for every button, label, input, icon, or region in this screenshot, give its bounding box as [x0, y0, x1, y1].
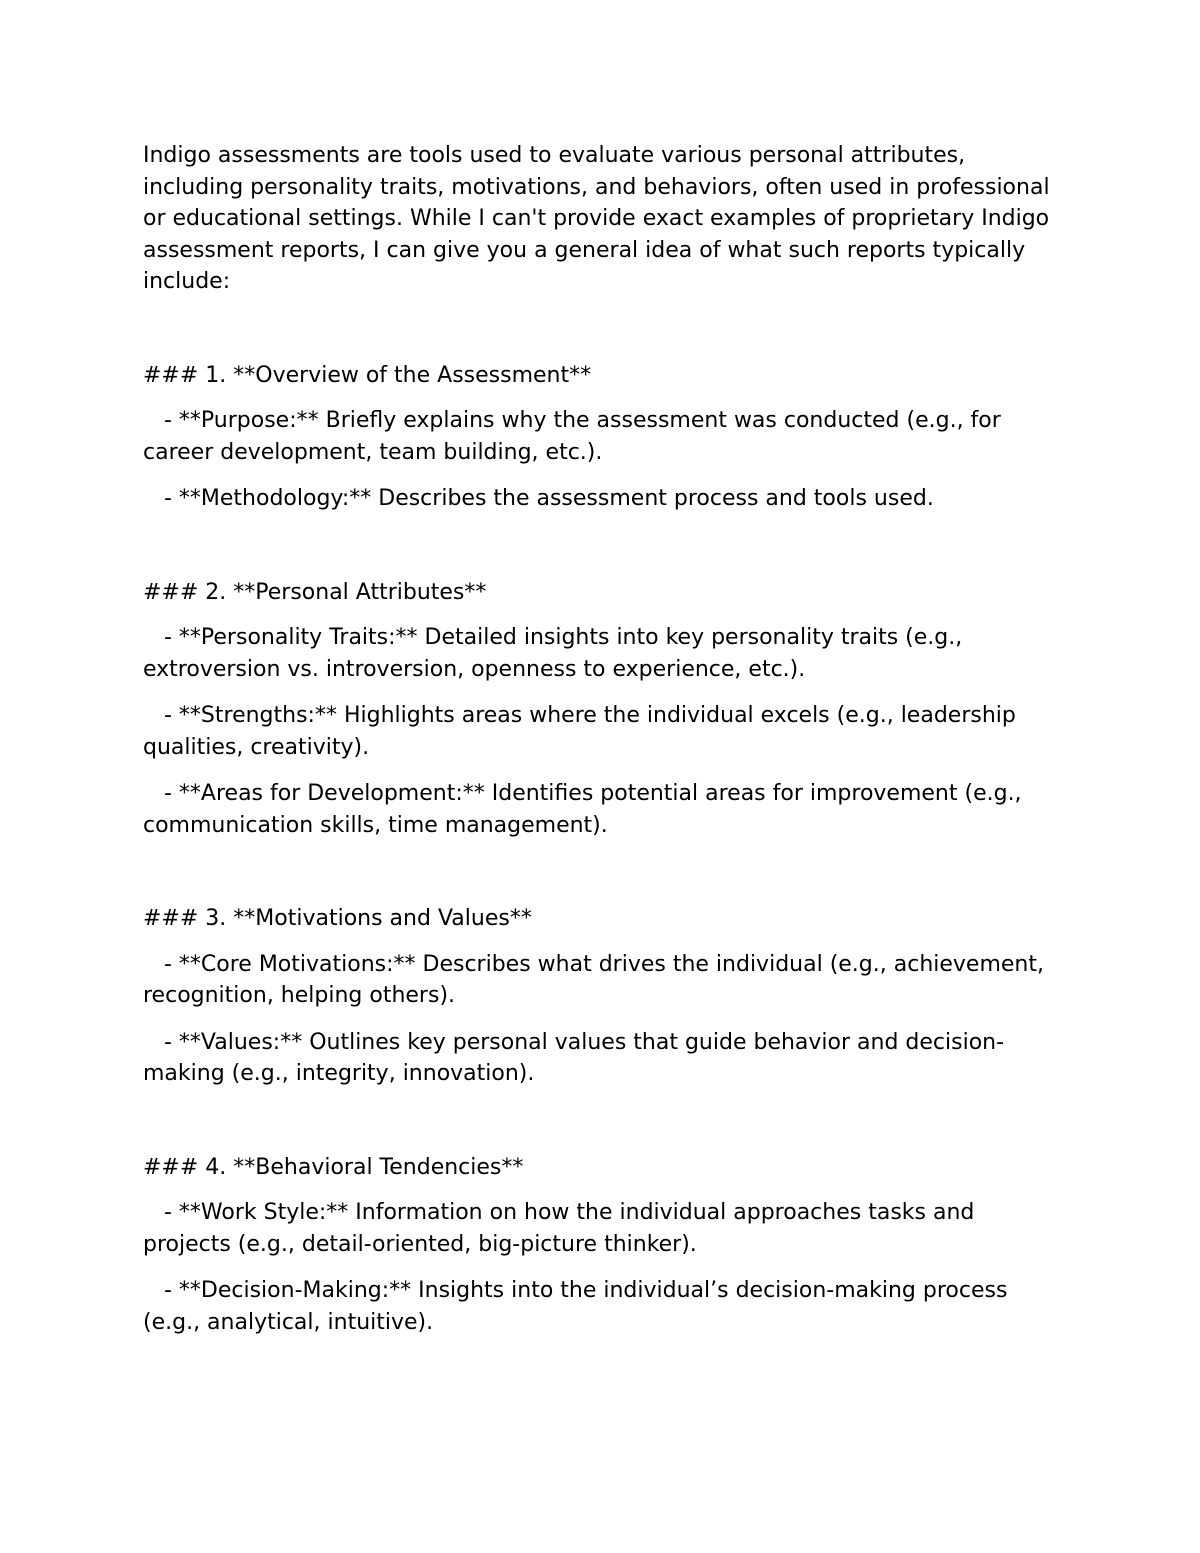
- list-item-text: - **Methodology:** Describes the assessment process and tools used.: [163, 486, 934, 511]
- section-overview: [143, 360, 1063, 515]
- section-behavioral-tendencies: [143, 1152, 1063, 1339]
- list-item-methodology: [143, 483, 1063, 515]
- list-item-text: - **Values:** Outlines key personal values that guide behavior and decision-making (e.g., integrity, innovation).: [143, 1029, 1005, 1086]
- list-item-text: - **Personality Traits:** Detailed insights into key personality traits (e.g., extroversion vs. introversion, openness to experience, etc.).: [143, 625, 963, 682]
- section-heading: ### 2. **Personal Attributes**: [143, 579, 487, 605]
- list-item-purpose: [143, 405, 1063, 468]
- section-motivations-values: [143, 903, 1063, 1090]
- section-heading: ### 3. **Motivations and Values**: [143, 906, 532, 931]
- list-item-text: - **Areas for Development:** Identifies potential areas for improvement (e.g., communication skills, time management).: [143, 781, 1022, 838]
- list-item-text: - **Work Style:** Information on how the individual approaches tasks and projects (e.g., detail-oriented, big-picture thinker).: [143, 1200, 975, 1257]
- list-item-work-style: [143, 1197, 1063, 1260]
- list-item-areas-for-development: [143, 778, 1063, 841]
- intro-paragraph: Indigo assessments are tools used to evaluate various personal attributes, including personality traits, motivations, and behaviors, often used in professional or educational settings. While I can't provide exact examples of proprietary Indigo assessment reports, I can give you a general idea of what such reports typically include:: [143, 143, 1050, 294]
- section-heading: ### 4. **Behavioral Tendencies**: [143, 1154, 524, 1180]
- list-item-personality-traits: [143, 622, 1063, 685]
- list-item-values: [143, 1027, 1063, 1090]
- section-personal-attributes: [143, 577, 1063, 842]
- list-item-decision-making: [143, 1275, 1063, 1338]
- list-item-text: - **Purpose:** Briefly explains why the assessment was conducted (e.g., for career development, team building, etc.).: [143, 408, 1001, 465]
- document-body: [143, 140, 1063, 1400]
- section-heading: ### 1. **Overview of the Assessment**: [143, 362, 592, 388]
- list-item-text: - **Decision-Making:** Insights into the individual’s decision-making process (e.g., analytical, intuitive).: [143, 1278, 1008, 1335]
- list-item-text: - **Strengths:** Highlights areas where the individual excels (e.g., leadership qualities, creativity).: [143, 703, 1016, 760]
- list-item-strengths: [143, 700, 1063, 763]
- list-item-core-motivations: [143, 949, 1063, 1012]
- list-item-text: - **Core Motivations:** Describes what drives the individual (e.g., achievement, recognition, helping others).: [143, 951, 1044, 1008]
